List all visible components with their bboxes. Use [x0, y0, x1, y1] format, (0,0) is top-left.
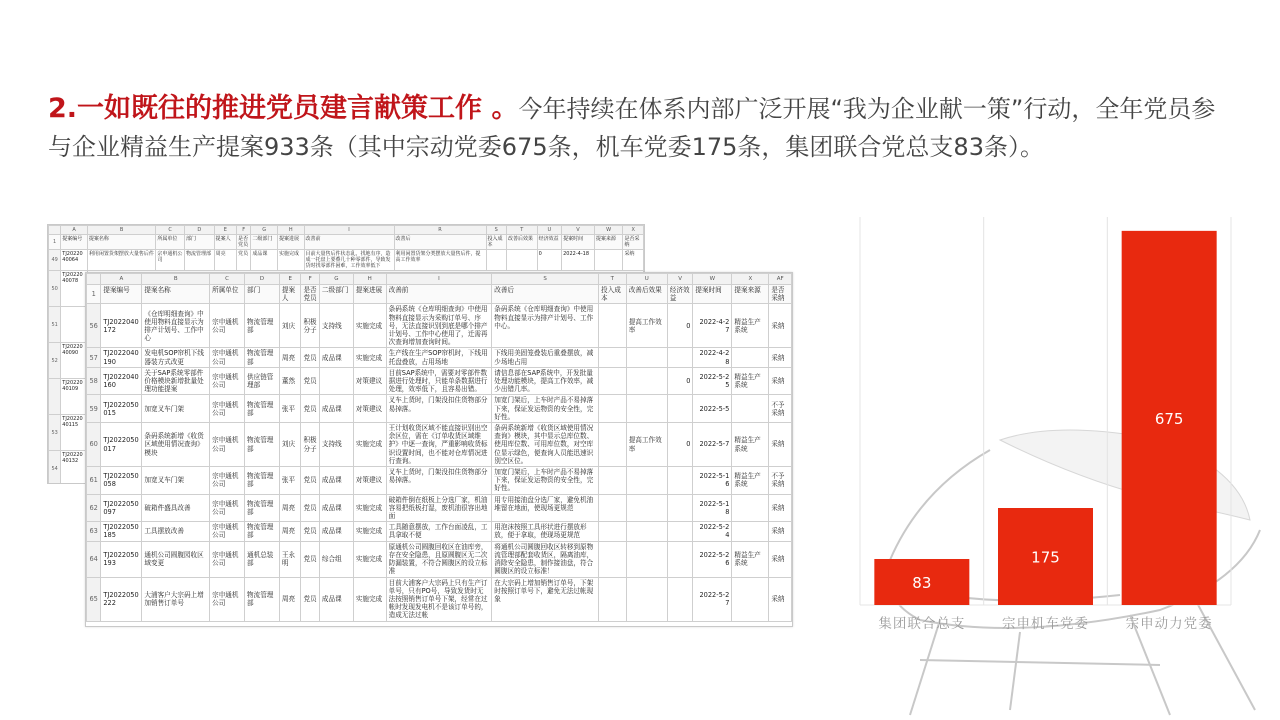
table-cell: 周亮 [214, 250, 236, 271]
col-letter: AF [769, 274, 792, 285]
table-cell [599, 304, 627, 348]
table-cell [667, 494, 693, 522]
table-cell [626, 348, 667, 367]
chart-value-label: 175 [1031, 548, 1060, 567]
col-letter: D [245, 274, 280, 285]
table-cell: 王计划收货区域不能直接识别出空余区位，需在《订单收货区域维护》中逐一查询，严重影响收货标识设置时间，也不能对仓库情况进行查询。 [386, 423, 492, 467]
col-letter: V [562, 226, 595, 235]
column-header: 经济效益 [537, 235, 562, 250]
col-letter: A [61, 226, 88, 235]
table-cell [626, 367, 667, 395]
table-cell: 党员 [301, 522, 319, 541]
table-cell: 张平 [279, 395, 301, 423]
table-row [87, 522, 792, 541]
column-header: 改善后效果 [506, 235, 537, 250]
col-letter: H [353, 274, 386, 285]
table-cell: 2022-5-18 [693, 494, 732, 522]
column-header: 所属单位 [210, 285, 245, 304]
row-number: 54 [49, 451, 61, 485]
table-cell: 2022-5-26 [693, 541, 732, 577]
table-cell: 成品课 [251, 250, 278, 271]
table-cell [667, 522, 693, 541]
col-letter: G [251, 226, 278, 235]
table-cell: TJ2022040078 [61, 271, 88, 307]
table-cell [599, 467, 627, 495]
row-number: 57 [87, 348, 101, 367]
row-number: 52 [49, 343, 61, 379]
column-header: 提案进展 [277, 235, 304, 250]
column-header: 所属单位 [156, 235, 185, 250]
table-cell [732, 494, 769, 522]
col-letter: I [386, 274, 492, 285]
table-cell: 采纳 [769, 494, 792, 522]
table-cell: 破箱件倒在纸板上分选厂家，机油容易把纸板打湿，废机油很容出地面 [386, 494, 492, 522]
table-cell: 原通机公司圆腹回收区在油库旁，存在安全隐患，且原圆腹区无二次防漏装置，不符合圆腹区的设立标准 [386, 541, 492, 577]
row-number: 50 [49, 271, 61, 307]
table-cell: 党员 [301, 577, 319, 621]
table-row [87, 395, 792, 423]
table-cell: 0 [667, 423, 693, 467]
row-number: 62 [87, 494, 101, 522]
table-cell [626, 577, 667, 621]
table-cell: 实施完成 [353, 423, 386, 467]
table-cell: 物流管理部 [184, 250, 214, 271]
row-number: 49 [49, 250, 61, 271]
table-cell: 党员 [301, 395, 319, 423]
table-cell: 精益生产系统 [732, 423, 769, 467]
column-header: 提案人 [214, 235, 236, 250]
column-header: 改善后 [492, 285, 599, 304]
table-cell: 综合组 [319, 541, 353, 577]
col-letter: X [623, 226, 644, 235]
col-letter: V [667, 274, 693, 285]
col-letter: W [594, 226, 623, 235]
table-cell: 提高工作效率 [626, 304, 667, 348]
table-cell: 成品课 [319, 577, 353, 621]
table-cell: 对策建议 [353, 395, 386, 423]
table-cell: 宗申通机公司 [210, 423, 245, 467]
column-header: 提案编号 [61, 235, 88, 250]
table-cell: 实施完成 [353, 522, 386, 541]
table-cell: 目前大浦客户大宗码上只有生产订单号，只有PO号，导致发货时无法按照销售订单号下架，经常在过帐时发现发电机不是该订单号的，造成无法过帐 [386, 577, 492, 621]
col-letter: B [142, 274, 210, 285]
table-cell [319, 367, 353, 395]
table-cell: 将通机公司圆腹回收区转移到原物流管理部配套收货区，隔离油库，消除安全隐患，制作接油盘，符合圆腹区的设立标准！ [492, 541, 599, 577]
column-header: 改善前 [386, 285, 492, 304]
table-cell: 党员 [237, 250, 251, 271]
table-cell: 采纳 [623, 250, 644, 271]
table-cell: 物流管理部 [245, 494, 280, 522]
table-cell: 精益生产系统 [732, 367, 769, 395]
col-letter: X [732, 274, 769, 285]
table-cell: 采纳 [769, 304, 792, 348]
row-number: 64 [87, 541, 101, 577]
table-row [49, 250, 644, 271]
table-cell: 周亮 [279, 494, 301, 522]
table-cell: 精益生产系统 [732, 467, 769, 495]
table-cell: 通机公司圆腹园收区域变更 [142, 541, 210, 577]
table-cell [599, 541, 627, 577]
column-header: 提案名称 [142, 285, 210, 304]
table-cell: 用专用接油盘分选厂家，避免机油堆留在地面，使现场更规范 [492, 494, 599, 522]
column-header: 部门 [184, 235, 214, 250]
chart-category-label: 宗申动力党委 [1125, 616, 1213, 632]
col-letter: C [210, 274, 245, 285]
table-cell: 生产线在生产SOP帘机时，下线用托盘叠放，占用场地 [386, 348, 492, 367]
table-cell: 发电机SOP帘机下线器装方式改更 [142, 348, 210, 367]
column-header: 是否采纳 [623, 235, 644, 250]
table-cell: 用泡沫按照工具形状进行摆放形放，便于拿取，使现场更规范 [492, 522, 599, 541]
row-number: 65 [87, 577, 101, 621]
table-cell: TJ2022050058 [101, 467, 142, 495]
column-header: 经济效益 [667, 285, 693, 304]
table-cell [667, 577, 693, 621]
table-cell: 党员 [301, 541, 319, 577]
table-cell [667, 467, 693, 495]
table-cell: 采纳 [769, 367, 792, 395]
table-cell [626, 522, 667, 541]
table-cell: 刘庆 [279, 423, 301, 467]
column-header: 二级部门 [251, 235, 278, 250]
row-number: 58 [87, 367, 101, 395]
table-cell: 下线用美固笼叠装后重叠摆放，减少场地占用 [492, 348, 599, 367]
table-cell: 加宽叉车门架 [142, 395, 210, 423]
table-cell [667, 541, 693, 577]
table-cell [594, 250, 623, 271]
table-cell: 条码系统新增《收货区域使用情况查询》模块 [142, 423, 210, 467]
table-cell: TJ2022050193 [101, 541, 142, 577]
table-cell [599, 423, 627, 467]
row-number: 56 [87, 304, 101, 348]
table-cell: 0 [667, 367, 693, 395]
table-row [87, 423, 792, 467]
col-letter: S [486, 226, 506, 235]
table-cell: TJ2022040132 [61, 451, 88, 485]
table-cell: 采纳 [769, 541, 792, 577]
table-cell: 2022-5-25 [693, 367, 732, 395]
table-cell: 对策建议 [353, 467, 386, 495]
table-cell: 物流管理部 [245, 577, 280, 621]
table-cell: 周亮 [279, 577, 301, 621]
table-cell: 成品课 [319, 522, 353, 541]
table-cell: 加宽叉车门架 [142, 467, 210, 495]
table-cell: 利用闲置货架摆放大量售后件 [87, 250, 155, 271]
table-cell: 叉车上货时，门架没扣住货物部分易掉落。 [386, 395, 492, 423]
table-cell: 实施完成 [353, 304, 386, 348]
table-row [87, 304, 792, 348]
table-cell: TJ2022050097 [101, 494, 142, 522]
table-cell: 条码系统新增《收货区域使用情况查询》模块，其中显示总库位数、使用库位数、可用库位数，对空库位显示绿色，便查询人员能迅速识别空区位。 [492, 423, 599, 467]
table-cell: 不予采纳 [769, 395, 792, 423]
table-cell [667, 348, 693, 367]
headline-body: 今年持续在体系内部广泛开展“我为企业献一策”行动，全年党员参与企业精益生产提案933条（其中宗动党委675条，机车党委175条，集团联合党总支83条）。 [48, 95, 1216, 161]
table-cell [667, 395, 693, 423]
table-cell: 条码系统《仓库明细查询》中使用物料直接显示为采购订单号、序号，无法直接识别到底是哪个排产计划号、工作中心使用了，迁需再次查询增加查询时间。 [386, 304, 492, 348]
table-cell: TJ2022040090 [61, 343, 88, 379]
table-cell [732, 395, 769, 423]
table-cell: 物流管理部 [245, 467, 280, 495]
table-cell: 通机总装部 [245, 541, 280, 577]
table-cell: 周亮 [279, 348, 301, 367]
table-cell: 宗申通机公司 [210, 577, 245, 621]
table-cell [626, 541, 667, 577]
proposal-count-bar-chart [858, 215, 1233, 635]
table-cell: 采纳 [769, 577, 792, 621]
table-cell: 供应链管理部 [245, 367, 280, 395]
chart-bars [874, 231, 1216, 632]
table-cell: 实施完成 [353, 541, 386, 577]
table-cell: TJ2022050185 [101, 522, 142, 541]
table-cell [732, 577, 769, 621]
table-cell: 工具摆放改善 [142, 522, 210, 541]
column-header: 提案来源 [732, 285, 769, 304]
table-cell: 2022-5-5 [693, 395, 732, 423]
col-letter: B [87, 226, 155, 235]
column-header: 提案名称 [87, 235, 155, 250]
table-cell: 张平 [279, 467, 301, 495]
col-letter: H [277, 226, 304, 235]
table-cell: 2022-5-16 [693, 467, 732, 495]
column-header: 二级部门 [319, 285, 353, 304]
table-cell: 成品课 [319, 494, 353, 522]
table-cell: 大浦客户大宗码上增加销售订单号 [142, 577, 210, 621]
table-cell: 2022-5-24 [693, 522, 732, 541]
col-letter: E [214, 226, 236, 235]
table-cell: 物流管理部 [245, 304, 280, 348]
col-letter: E [279, 274, 301, 285]
table-cell: 实施完成 [353, 348, 386, 367]
table-cell: TJ2022040160 [101, 367, 142, 395]
table-cell: TJ2022040109 [61, 379, 88, 415]
chart-category-label: 宗申机车党委 [1002, 616, 1089, 632]
row-number: 63 [87, 522, 101, 541]
table-cell: 物流管理部 [245, 522, 280, 541]
col-letter: S [492, 274, 599, 285]
table-cell: 宗申通机公司 [210, 304, 245, 348]
table-cell [599, 494, 627, 522]
table-row [87, 541, 792, 577]
column-header: 改善后 [394, 235, 486, 250]
table-cell: 董然 [279, 367, 301, 395]
table-cell: 物流管理部 [245, 348, 280, 367]
table-row [87, 348, 792, 367]
col-letter: T [506, 226, 537, 235]
table-cell: 实施完成 [277, 250, 304, 271]
table-cell: 提高工作效率 [626, 423, 667, 467]
table-cell: 宗申通机公司 [210, 494, 245, 522]
table-cell [599, 577, 627, 621]
table-cell: 物流管理部 [245, 395, 280, 423]
column-header: 提案进展 [353, 285, 386, 304]
table-cell [599, 348, 627, 367]
table-cell: 成品课 [319, 467, 353, 495]
table-cell: 实施完成 [353, 494, 386, 522]
table-cell [599, 395, 627, 423]
headline-paragraph [48, 90, 1238, 166]
row-number: 60 [87, 423, 101, 467]
table-cell [626, 467, 667, 495]
table-cell: 破箱件盛具改善 [142, 494, 210, 522]
table-cell: 周亮 [279, 522, 301, 541]
table-cell [626, 494, 667, 522]
col-letter: G [319, 274, 353, 285]
table-cell: TJ2022050222 [101, 577, 142, 621]
column-header: 部门 [245, 285, 280, 304]
table-cell: 采纳 [769, 423, 792, 467]
table-cell: 《仓库明细查询》中使用物料直接显示为排产计划号、工作中心 [142, 304, 210, 348]
row-number: 61 [87, 467, 101, 495]
table-cell: 宗申通机公司 [210, 367, 245, 395]
table-cell: 利用闲置货架分类摆放大量售后件，提高工作效率 [394, 250, 486, 271]
table-cell [486, 250, 506, 271]
table-cell: 加宽门架后，上车时产品不易掉落下来，保证发运物资的安全性，完好性。 [492, 395, 599, 423]
table-cell: 2022-4-18 [562, 250, 595, 271]
column-header: 提案时间 [562, 235, 595, 250]
table-cell: 目前大量售后件状态乱，找地有序，造成一托盘上要叠几十种零部件，导致发货时找零部件困难，工作效率低下 [304, 250, 394, 271]
column-header: 提案编号 [101, 285, 142, 304]
col-letter: I [304, 226, 394, 235]
table-cell: 在大宗码上增加销售订单号，下架时按照订单号下，避免无法过帐现象 [492, 577, 599, 621]
table-cell: 物流管理部 [245, 423, 280, 467]
table-cell: TJ2022040115 [61, 415, 88, 451]
col-letter: U [626, 274, 667, 285]
table-cell: 支持线 [319, 304, 353, 348]
table-cell: 2022-5-27 [693, 577, 732, 621]
table-cell: 关于SAP系统零部件价格模块新增批量处理功能提案 [142, 367, 210, 395]
table-cell: TJ2022040172 [101, 304, 142, 348]
table-cell: 采纳 [769, 348, 792, 367]
table-cell: 宗申通机公司 [210, 541, 245, 577]
column-header: 改善前 [304, 235, 394, 250]
chart-category-label: 集团联合总支 [878, 616, 966, 632]
table-cell: 叉车上货时，门架没扣住货物部分易掉落。 [386, 467, 492, 495]
spreadsheet-screenshot-front: A B C D E F G H I S T U V W X AF 1 提案编号 提案名称 所属单位 部门 提案人 是否党员 二级部门 提案进展 改善前 改善后 投入成本 改善后效果 经济效益 提案时间 提案来源 是否采纳 56 TJ2022040172 《仓库明细查询》中使用物料直接显示为排产计划号、工作中心 宗申通机公司 物流管理部 刘庆 积极分子 支持线 实施完成 条码系统《仓库明细查询》中使用物料直接显示为采购订单号、序号，无法直接识别到底是哪个排产计划号、工作中心使用了，迁需再次查询增加查询时间。 条码系统《仓库明细查询》中使用物料直接显示为排产计划号、工作中心。 提高工作效率 0 2022-4-27 精益生产系统 采纳 57 TJ2022040190 发电机SOP帘机下线器装方式改更 宗申通机公司 物流管理部 周亮 党员 成品课 实施完成 生产线在生产SOP帘机时，下线用托盘叠放，占用场地 下线用美固笼叠装后重叠摆放，减少场地占用 2022-4-28 采纳 58 TJ2022040160 关于SAP系统零部件价格模块新增批量处理功能提案 宗申通机公司 供应链管理部 董然 党员 对策建议 目前SAP系统中，需要对零部件数据进行处理时，只能单条数据进行处理，效率低下，且容易出错。 请信息部在SAP系统中，开发批量处理功能模块，提高工作效率，减少出错几率。 0 2022-5-25 精益生产系统 采纳 59 TJ2022050015 加宽叉车门架 宗申通机公司 物流管理部 张平 党员 成品课 对策建议 叉车上货时，门架没扣住货物部分易掉落。 加宽门架后，上车时产品不易掉落下来，保证发运物资的安全性，完好性。 2022-5-5 不予采纳 60 TJ2022050017 条码系统新增《收货区域使用情况查询》模块 宗申通机公司 物流管理部 刘庆 积极分子 支持线 实施完成 王计划收货区域不能直接识别出空余区位，需在《订单收货区域维护》中逐一查询，严重影响收货标识设置时间，也不能对仓库情况进行查询。 条码系统新增《收货区域使用情况查询》模块，其中显示总库位数、使用库位数、可用库位数，对空库位显示绿色，便查询人员能迅速识别空区位。 提高工作效率 0 2022-5-7 精益生产系统 采纳 61 TJ2022050058 加宽叉车门架 宗申通机公司 物流管理部 张平 党员 成品课 对策建议 叉车上货时，门架没扣住货物部分易掉落。 加宽门架后，上车时产品不易掉落下来，保证发运物资的安全性，完好性。 2022-5-16 精益生产系统 不予采纳 62 TJ2022050097 破箱件盛具改善 宗申通机公司 物流管理部 周亮 党员 成品课 实施完成 破箱件倒在纸板上分选厂家，机油容易把纸板打湿，废机油很容出地面 用专用接油盘分选厂家，避免机油堆留在地面，使现场更规范 2022-5-18 采纳 63 TJ2022050185 工具摆放改善 宗申通机公司 物流管理部 周亮 党员 成品课 实施完成 工具随意摆放，工作台面凌乱，工具拿取不便 用泡沫按照工具形状进行摆放形放，便于拿取，使现场更规范 2022-5-24 采纳 64 TJ2022050193 通机公司圆腹园收区域变更 宗申通机公司 通机总装部 王永明 党员 综合组 实施完成 原通机公司圆腹回收区在油库旁，存在安全隐患，且原圆腹区无二次防漏装置，不符合圆腹区的设立标准 将通机公司圆腹回收区转移到原物流管理部配套收货区，隔离油库，消除安全隐患，制作接油盘，符合圆腹区的设立标准！ 2022-5-26 精益生产系统 采纳 65 TJ2022050222 大浦客户大宗码上增加销售订单号 宗申通机公司 物流管理部 周亮 党员 成品课 实施完成 目前大浦客户大宗码上只有生产订单号，只有PO号，导致发货时无法按照销售订单号下架，经常在过帐时发现发电机不是该订单号的，造成无法过帐 在大宗码上增加销售订单号，下架时按照订单号下，避免无法过帐现象 2022-5-27 采纳 [85, 272, 793, 627]
table-cell: 宗申通机公司 [210, 348, 245, 367]
table-cell: TJ2022050017 [101, 423, 142, 467]
table-cell: 党员 [301, 494, 319, 522]
col-letter: R [394, 226, 486, 235]
col-letter: W [693, 274, 732, 285]
column-header: 是否采纳 [769, 285, 792, 304]
col-letter: F [237, 226, 251, 235]
table-cell: 请信息部在SAP系统中，开发批量处理功能模块，提高工作效率，减少出错几率。 [492, 367, 599, 395]
table-cell: 对策建议 [353, 367, 386, 395]
row-number: 59 [87, 395, 101, 423]
table-cell: 不予采纳 [769, 467, 792, 495]
table-cell: 积极分子 [301, 304, 319, 348]
table-cell: 宗申通机公司 [210, 395, 245, 423]
table-cell: 0 [667, 304, 693, 348]
chart-value-label: 83 [912, 573, 932, 592]
table-row [87, 367, 792, 395]
table-cell: 2022-4-28 [693, 348, 732, 367]
table-cell: 目前SAP系统中，需要对零部件数据进行处理时，只能单条数据进行处理，效率低下，且容易出错。 [386, 367, 492, 395]
row-number [49, 379, 61, 415]
headline-title: 2.一如既往的推进党员建言献策工作 。 [48, 93, 519, 124]
column-header: 是否党员 [237, 235, 251, 250]
table-cell: 采纳 [769, 522, 792, 541]
table-cell: 支持线 [319, 423, 353, 467]
table-cell: 条码系统《仓库明细查询》中使用物料直接显示为排产计划号、工作中心。 [492, 304, 599, 348]
table-cell: 党员 [301, 467, 319, 495]
table-cell: 宗申通机公司 [210, 522, 245, 541]
table-row [87, 494, 792, 522]
column-header: 是否党员 [301, 285, 319, 304]
table-cell [506, 250, 537, 271]
column-header: 投入成本 [486, 235, 506, 250]
table-cell [626, 395, 667, 423]
chart-value-label: 675 [1154, 409, 1184, 428]
table-cell: 积极分子 [301, 423, 319, 467]
table-cell: TJ2022040064 [61, 250, 88, 271]
col-letter: T [599, 274, 627, 285]
table-cell: 王永明 [279, 541, 301, 577]
table-cell: 工具随意摆放，工作台面凌乱，工具拿取不便 [386, 522, 492, 541]
table-cell [732, 522, 769, 541]
table-cell: 2022-4-27 [693, 304, 732, 348]
table-cell: 成品课 [319, 348, 353, 367]
row-number: 53 [49, 415, 61, 451]
column-header: 投入成本 [599, 285, 627, 304]
table-row [87, 577, 792, 621]
table-cell: 成品课 [319, 395, 353, 423]
table-cell: 精益生产系统 [732, 541, 769, 577]
col-letter: F [301, 274, 319, 285]
table-cell: 宗申通机公司 [210, 467, 245, 495]
column-header: 改善后效果 [626, 285, 667, 304]
column-header: 提案来源 [594, 235, 623, 250]
col-letter: U [537, 226, 562, 235]
table-cell: TJ2022040190 [101, 348, 142, 367]
table-cell: 宗申通机公司 [156, 250, 185, 271]
column-header: 提案时间 [693, 285, 732, 304]
table-cell: 党员 [301, 367, 319, 395]
table-cell [599, 522, 627, 541]
table-row [87, 467, 792, 495]
table-cell: 党员 [301, 348, 319, 367]
row-number: 51 [49, 307, 61, 343]
col-letter: D [184, 226, 214, 235]
table-cell [732, 348, 769, 367]
table-cell [61, 307, 88, 343]
spreadsheet-screenshot-back: A B C D E F G H I R S T U V W X 1 提案编号 提案名称 所属单位 部门 提案人 是否党员 二级部门 提案进展 改善前 改善后 投入成本 改善后效果 经济效益 提案时间 提案来源 是否采纳 49 TJ2022040064 利用闲置货架摆放大量售后件 宗申通机公司 物流管理部 周亮 党员 成品课 实施完成 目前大量售后件状态乱，找地有序，造成一托盘上要叠几十种零部件，导致发货时找零部件困难，工作效率低下 利用闲置货架分类摆放大量售后件，提高工作效率 0 2022-4-18 采纳 50 TJ2022040078 51 52 TJ2022040090 TJ2022040109 53 TJ2022040115 54 TJ2022040132 [47, 224, 645, 484]
col-letter: C [156, 226, 185, 235]
table-cell [599, 367, 627, 395]
table-cell: TJ2022050015 [101, 395, 142, 423]
table-cell: 精益生产系统 [732, 304, 769, 348]
table-cell: 实施完成 [353, 577, 386, 621]
column-header: 提案人 [279, 285, 301, 304]
table-cell: 0 [537, 250, 562, 271]
table-cell: 加宽门架后，上车时产品不易掉落下来，保证发运物资的安全性，完好性。 [492, 467, 599, 495]
col-letter: A [101, 274, 142, 285]
table-cell: 刘庆 [279, 304, 301, 348]
table-cell: 2022-5-7 [693, 423, 732, 467]
